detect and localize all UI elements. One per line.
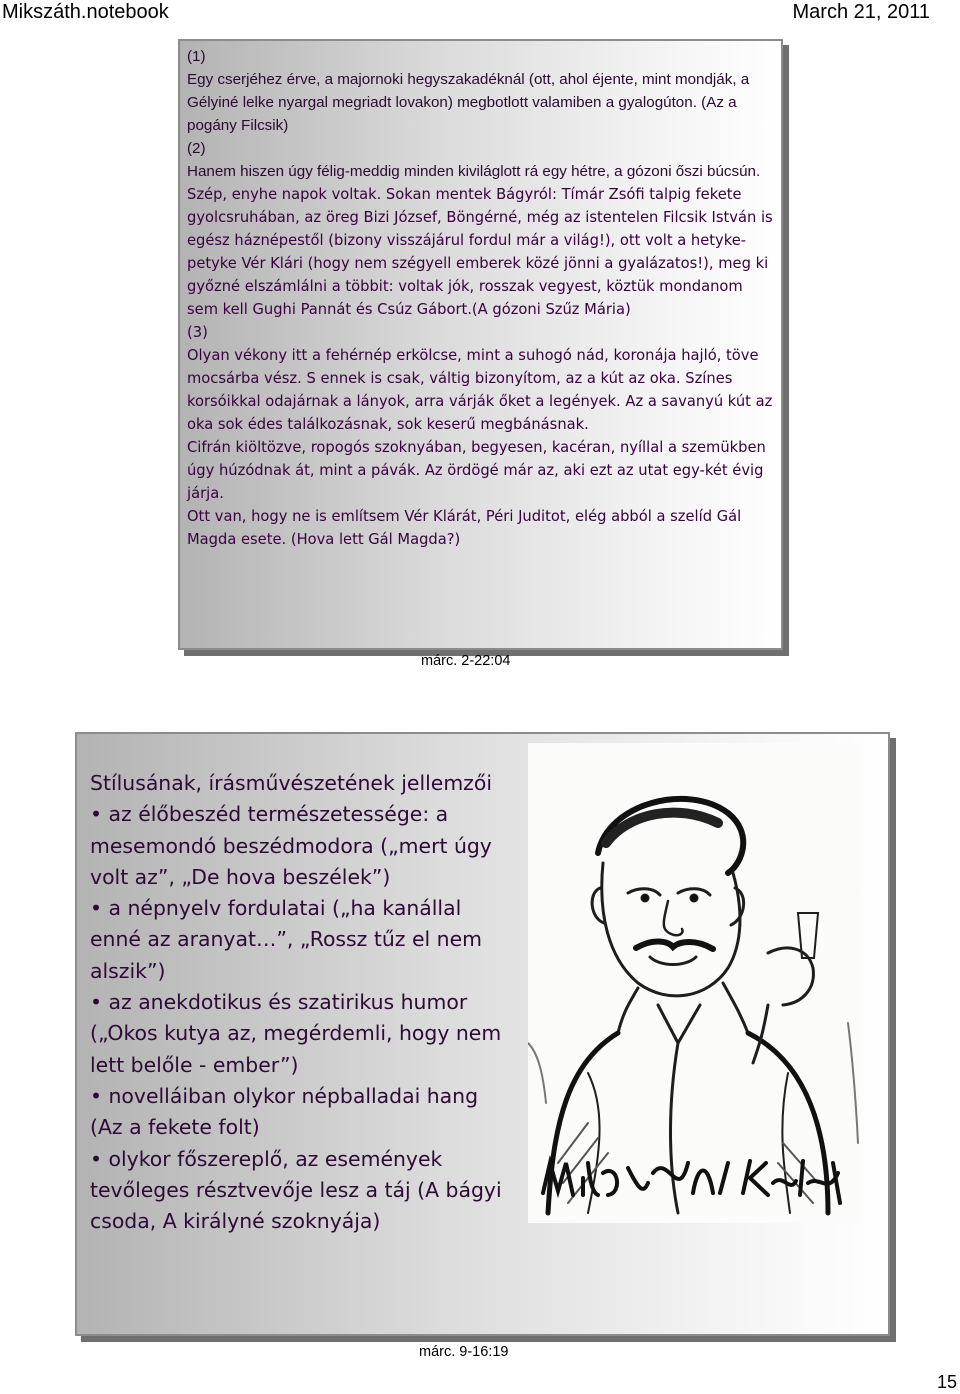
bullet-item: • a népnyelv fordulatai („ha kanállal enné az aranyat…”, „Rossz tűz el nem alszik”): [90, 896, 482, 983]
quote-paragraph: Olyan vékony itt a fehérnép erkölcse, mint a suhogó nád, koronája hajló, töve mocsárba vész. S ennek is csak, váltig bizonyítom, az a kút az oka. Színes korsóikkal odajárnak a lányok, arra várják őket a legények. Az a savanyú kút az oka sok édes találkozásnak, sok keserű megbánásnak.: [187, 347, 773, 433]
slide-2: [75, 732, 890, 1336]
notebook-title: Mikszáth.notebook: [2, 1, 169, 23]
section-number: (1): [187, 48, 206, 65]
slide-1-timestamp: márc. 2-22:04: [421, 653, 511, 669]
section-number: (2): [187, 140, 206, 157]
bullet-item: • az anekdotikus és szatirikus humor („Okos kutya az, megérdemli, hogy nem lett belőle - ember”): [90, 990, 502, 1077]
quote-paragraph: Hanem hiszen úgy félig-meddig minden kiviláglott rá egy hétre, a gózoni őszi búcsún.: [187, 163, 761, 180]
bullet-item: • olykor főszereplő, az események tevőleges résztvevője lesz a táj (A bágyi csoda, A királyné szoknyája): [90, 1146, 502, 1234]
header-date: March 21, 2011: [792, 1, 930, 23]
bullet-item: • novelláiban olykor népballadai hang (Az a fekete folt): [90, 1083, 479, 1140]
slide-heading: Stílusának, írásművészetének jellemzői: [90, 771, 493, 795]
quote-paragraph: Cifrán kiöltözve, ropogós szoknyában, begyesen, kacéran, nyíllal a szemükben úgy húzódnak át, mint a pávák. Az ördögé már az, aki ezt az utat egy-két évig járja.: [187, 439, 766, 502]
page-number: 15: [936, 1372, 957, 1392]
quote-paragraph: Egy cserjéhez érve, a majornoki hegyszakadéknál (ott, ahol éjente, mint mondják, a Gélyiné lelke nyargal megriadt lovakon) megbotlott valamiben a gyalogúton. (Az a pogány Filcsik): [187, 71, 750, 134]
signature: [528, 1123, 859, 1223]
bullet-item: • az élőbeszéd természetessége: a mesemondó beszédmodora („mert úgy volt az”, „De hova beszélek”): [90, 802, 492, 889]
quote-paragraph: Szép, enyhe napok voltak. Sokan mentek Bágyról: Tímár Zsófi talpig fekete gyolcsruhában, az öreg Bizi József, Böngérné, még az istentelen Filcsik István is egész háznépestől (bizony visszájárul fordul már a világ!), ott volt a hetyke-petyke Vér Klári (hogy nem szégyell emberek közé jönni a gyalázatos!), meg ki győzné elszámlálni a többit: voltak jók, rosszak vegyest, köztük mondanom sem kell Gughi Pannát és Csúz Gábort.(A gózoni Szűz Mária): [187, 186, 773, 318]
slide-2-timestamp: márc. 9-16:19: [419, 1344, 509, 1360]
portrait-image: [528, 743, 859, 1223]
quote-paragraph: Ott van, hogy ne is említsem Vér Klárát, Péri Juditot, elég abból a szelíd Gál Magda esete. (Hova lett Gál Magda?): [187, 508, 742, 548]
slide-1: [178, 39, 783, 650]
section-number: (3): [187, 324, 208, 341]
